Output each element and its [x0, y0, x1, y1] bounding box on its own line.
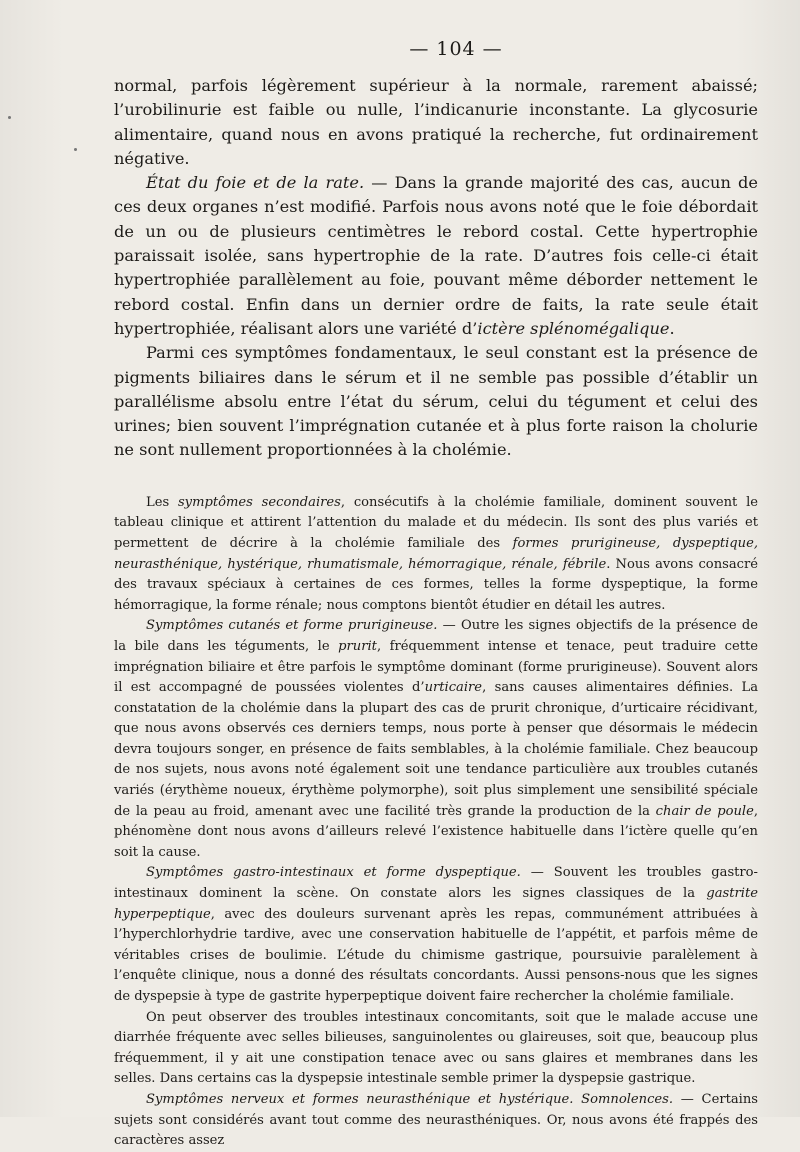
margin-speck [74, 148, 77, 151]
paragraph-fundamental-symptoms: Parmi ces symptômes fondamentaux, le seul constant est la présence de pigments biliaires dans le sérum et il ne semble pas possible d’établir un parallélisme absolu entre l’état du sérum, celui du tégument et celui des urines; bien souvent l’imprégnation cutanée et à plus forte raison la cholurie ne sont nullement proportionnées à la cholémie. [114, 343, 758, 460]
section-heading-gastro: Symptômes gastro-intestinaux et forme dyspeptique. [146, 865, 521, 881]
term-prurit: prurit [338, 638, 377, 654]
term-forms-list: formes prurigineuse, dyspeptique, neurasthénique, hystérique, rhumatismale, hémorragique, rénale, fébrile [114, 535, 758, 572]
main-text [114, 74, 758, 463]
paragraph-liver-spleen: État du foie et de la rate. — Dans la grande majorité des cas, aucun de ces deux organes n’est modifié. Parfois nous avons noté que le foie débordait de un ou de plusieurs centimètres le rebord costal. Cette hypertrophie paraissait isolée, sans hypertrophie de la rate. D’autres fois celle-ci était hypertrophiée parallèlement au foie, pouvant même déborder nettement le rebord costal. Enfin dans un dernier ordre de faits, la rate seule était hypertrophiée, réalisant alors une variété d’ictère splénomégalique. [114, 173, 758, 338]
paragraph-cutaneous-symptoms: Symptômes cutanés et forme prurigineuse. — Outre les signes objectifs de la présence de la bile dans les téguments, le prurit, fréquemment intense et tenace, peut traduire cette imprégnation biliaire et être parfois le symptôme dominant (forme prurigineuse). Souvent alors il est accompagné de poussées violentes d’urticaire, sans causes alimentaires définies. La constatation de la cholémie dans la plupart des cas de prurit chronique, d’urticaire récidivant, que nous avons observés ces derniers temps, nous porte à penser que désormais le médecin devra toujours songer, en présence de faits semblables, à la cholémie familiale. Chez beaucoup de nos sujets, nous avons noté également soit une tendance particulière aux troubles cutanés variés (érythème noueux, érythème polymorphe), soit plus simplement une sensibilité spéciale de la peau au froid, amenant avec une facilité très grande la production de la chair de poule, phénomène dont nous avons d’ailleurs relevé l’existence habituelle dans l’ictère quelle qu’en soit la cause. [114, 618, 759, 860]
secondary-symptoms-text [114, 493, 758, 1152]
page-number: — 104 — [409, 38, 503, 60]
section-heading-cutaneous: Symptômes cutanés et forme prurigineuse. [146, 618, 438, 634]
paragraph-gastro-intestinal: Symptômes gastro-intestinaux et forme dyspeptique. — Souvent les troubles gastro-intestinaux dominent la scène. On constate alors les signes classiques de la gastrite hyperpeptique, avec des douleurs survenant après les repas, communément attribuées à l’hyperchlorhydrie tardive, avec une conservation habituelle de l’appétit, et parfois même de véritables crises de boulimie. L’étude du chimisme gastrique, poursuivie paralèlement à l’enquête clinique, nous a donné des résultats concordants. Aussi pensons-nous que les signes de dyspepsie à type de gastrite hyperpeptique doivent faire rechercher la cholémie familiale. [114, 865, 758, 1004]
section-heading-nervous: Symptômes nerveux et formes neurasthénique et hystérique. Somnolences. [146, 1091, 674, 1107]
paragraph-nervous-symptoms: Symptômes nerveux et formes neurasthénique et hystérique. Somnolences. — Certains sujets sont considérés avant tout comme des neurasthéniques. Or, nous avons été frappés des caractères assez [114, 1091, 758, 1149]
term-urticaire: urticaire [424, 680, 483, 696]
margin-speck [8, 116, 11, 119]
term-splenomegalic-jaundice: ictère splénomégalique [477, 318, 670, 338]
section-heading-liver-spleen: État du foie et de la rate. [146, 173, 365, 193]
term-gastrite-hyperpeptique: gastrite hyperpeptique [114, 886, 758, 922]
paragraph-urine: normal, parfois légèrement supérieur à la normale, rarement abaissé; l’urobilinurie est faible ou nulle, l’indicanurie inconstante. La glycosurie alimentaire, quand nous en avons pratiqué la recherche, fut ordinairement négative. [114, 76, 758, 168]
paragraph-secondary-symptoms: Les symptômes secondaires, consécutifs à la cholémie familiale, dominent souvent le tableau clinique et attirent l’attention du malade et du médecin. Ils sont des plus variés et permettent de décrire à la cholémie familiale des formes prurigineuse, dyspeptique, neurasthénique, hystérique, rhumatismale, hémorragique, rénale, fébrile. Nous avons consacré des travaux spéciaux à certaines de ces formes, telles la forme dyspeptique, la forme hémorragique, la forme rénale; nous comptons bientôt étudier en détail les autres. [114, 494, 759, 613]
term-chair-de-poule: chair de poule [655, 803, 754, 819]
paragraph-intestinal-troubles: On peut observer des troubles intestinaux concomitants, soit que le malade accuse une diarrhée fréquente avec selles bilieuses, sanguinolentes ou glaireuses, soit que, beaucoup plus fréquemment, il y ait une constipation tenace avec ou sans glaires et membranes dans les selles. Dans certains cas la dyspepsie intestinale semble primer la dyspepsie gastrique. [114, 1009, 758, 1087]
term-secondary-symptoms: symptômes secondaires [177, 494, 341, 510]
